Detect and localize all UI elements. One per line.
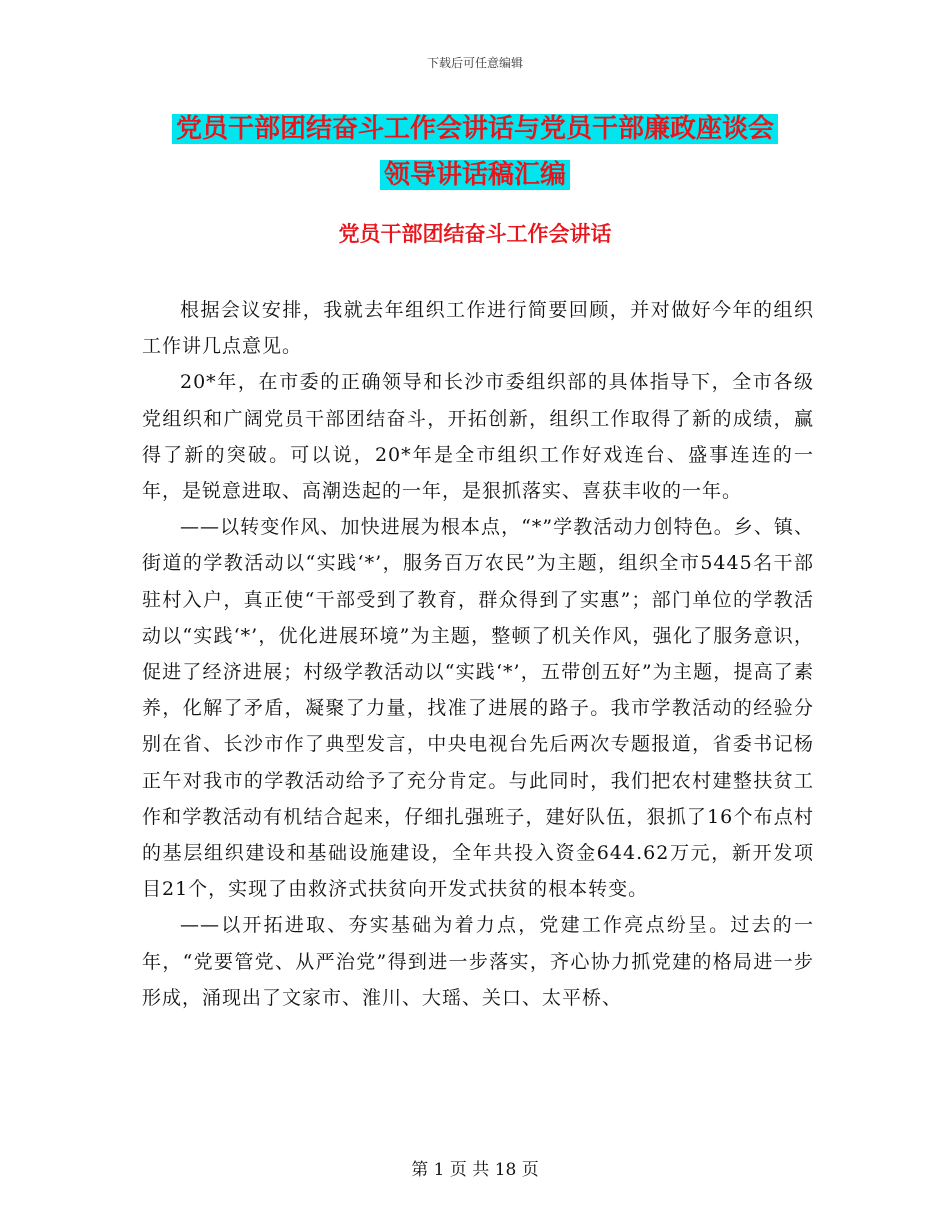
document-title-line-2	[0, 158, 950, 192]
document-body	[142, 292, 814, 1016]
page-number: 第 1 页 共 18 页	[411, 1160, 539, 1180]
document-title-line-2-text: 领导讲话稿汇编	[380, 160, 570, 190]
header-note: 下载后可任意编辑	[426, 56, 523, 70]
document-title-line-1-text: 党员干部团结奋斗工作会讲话与党员干部廉政座谈会	[172, 114, 778, 144]
document-title-line-1	[0, 112, 950, 146]
section-title: 党员干部团结奋斗工作会讲话	[338, 222, 612, 246]
paragraph: 20*年，在市委的正确领导和长沙市委组织部的具体指导下，全市各级党组织和广阔党员干部团结奋斗，开拓创新，组织工作取得了新的成绩，赢得了新的突破。可以说，20*年是全市组织工作好戏连台、盛事连连的一年，是锐意进取、高潮迭起的一年，是狠抓落实、喜获丰收的一年。	[142, 371, 814, 503]
paragraph: ——以转变作风、加快进展为根本点，“*”学教活动力创特色。乡、镇、街道的学教活动以“实践‘*’，服务百万农民”为主题，组织全市5445名干部驻村入户，真正使“干部受到了教育，群众得到了实惠”；部门单位的学教活动以“实践‘*’，优化进展环境”为主题，整顿了机关作风，强化了服务意识，促进了经济进展；村级学教活动以“实践‘*’，五带创五好”为主题，提高了素养，化解了矛盾，凝聚了力量，找准了进展的路子。我市学教活动的经验分别在省、长沙市作了典型发言，中央电视台先后两次专题报道，省委书记杨正午对我市的学教活动给予了充分肯定。与此同时，我们把农村建整扶贫工作和学教活动有机结合起来，仔细扎强班子，建好队伍，狠抓了16个布点村的基层组织建设和基础设施建设，全年共投入资金644.62万元，新开发项目21个，实现了由救济式扶贫向开发式扶贫的根本转变。	[142, 516, 814, 901]
paragraph: ——以开拓进取、夯实基础为着力点，党建工作亮点纷呈。过去的一年，“党要管党、从严治党”得到进一步落实，齐心协力抓党建的格局进一步形成，涌现出了文家市、淮川、大瑶、关口、太平桥、	[142, 914, 814, 1009]
paragraph: 根据会议安排，我就去年组织工作进行简要回顾，并对做好今年的组织工作讲几点意见。	[142, 299, 814, 358]
